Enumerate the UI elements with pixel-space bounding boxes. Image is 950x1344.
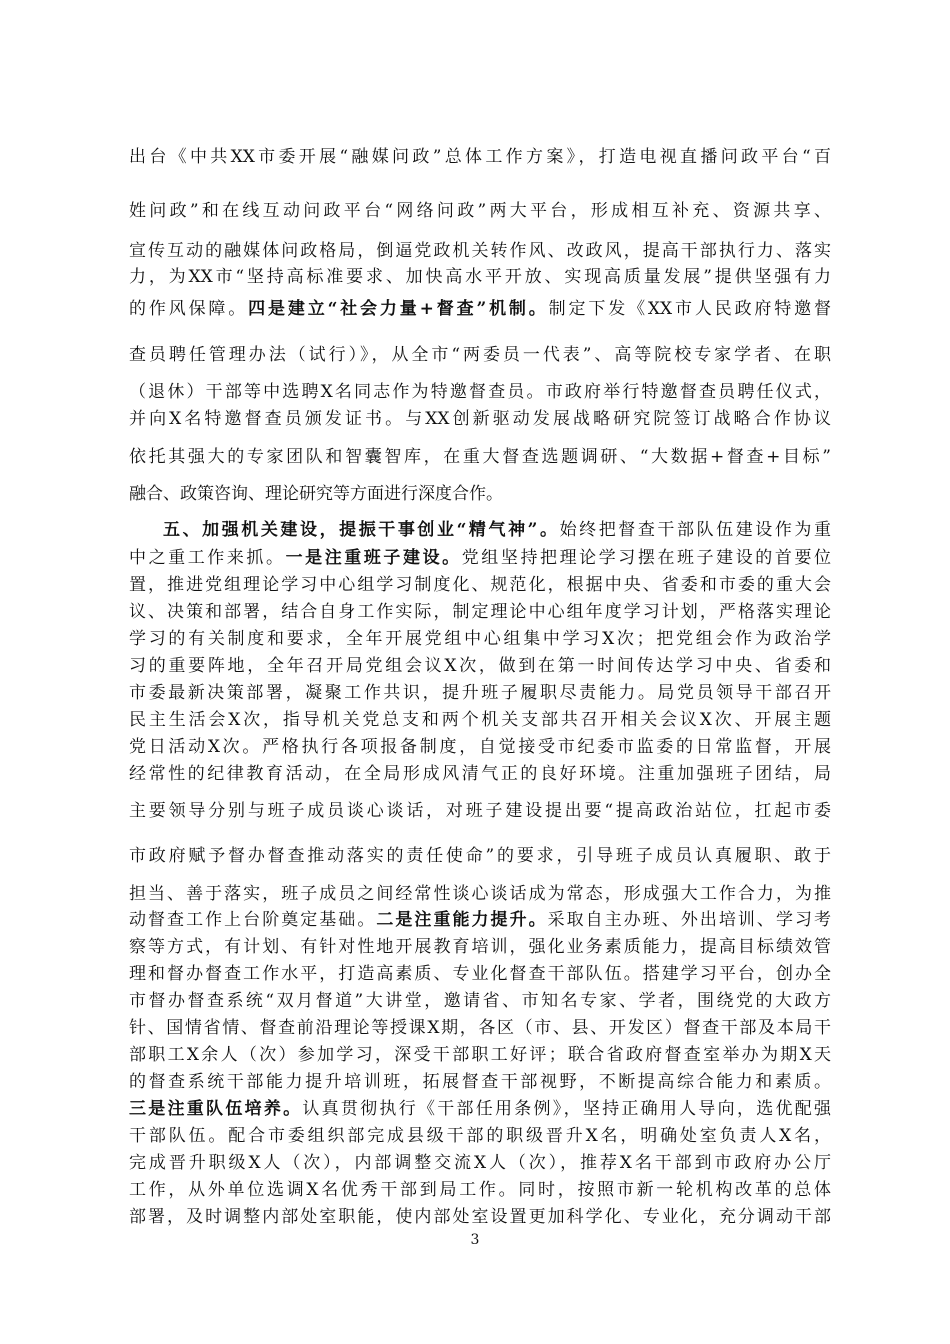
text-line: 姓问政”和在线互动问政平台“网络问政”两大平台，形成相互补充、资源共享、	[129, 201, 831, 221]
bold-heading: 二是注重能力提升。	[376, 910, 548, 930]
text-line: 党日活动X次。严格执行各项报备制度，自觉接受市纪委市监委的日常监督，开展	[129, 737, 831, 757]
text-line: 的督查系统干部能力提升培训班，拓展督查干部视野，不断提高综合能力和素质。	[129, 1072, 831, 1092]
text-line: 并向X名特邀督查员颁发证书。与XX创新驱动发展战略研究院签订战略合作协议	[129, 409, 831, 429]
text-line: 担当、善于落实，班子成员之间经常性谈心谈话成为常态，形成强大工作合力，为推	[129, 884, 831, 904]
text-line: 出台《中共XX市委开展“融媒问政”总体工作方案》，打造电视直播问政平台“百	[129, 147, 831, 167]
bold-heading: 四是建立“社会力量+督查”机制。	[248, 299, 549, 319]
text-line: 完成晋升职级X人（次），内部调整交流X人（次），推荐X名干部到市政府办公厅	[129, 1153, 831, 1173]
bold-heading: 三是注重队伍培养。	[129, 1099, 303, 1119]
text-line: 干部队伍。配合市委组织部完成县级干部的职级晋升X名，明确处室负责人X名，	[129, 1126, 831, 1146]
text-line: 部职工X余人（次）参加学习，深受干部职工好评；联合省政府督查室举办为期X天	[129, 1045, 831, 1065]
text-line: （退休）干部等中选聘X名同志作为特邀督查员。市政府举行特邀督查员聘任仪式，	[129, 382, 831, 402]
text-line: 理和督办督查工作水平，打造高素质、专业化督查干部队伍。搭建学习平台，创办全	[129, 964, 831, 984]
text-line: 察等方式，有计划、有针对性地开展教育培训，强化业务素质能力，提高目标绩效管	[129, 937, 831, 957]
text-line: 融合、政策咨询、理论研究等方面进行深度合作。	[129, 484, 503, 504]
text-line: 市督办督查系统“双月督道”大讲堂，邀请省、市知名专家、学者，围绕党的大政方	[129, 991, 831, 1011]
text-line: 主要领导分别与班子成员谈心谈话，对班子建设提出要“提高政治站位，扛起市委	[129, 801, 831, 821]
text-line: 学习的有关制度和要求，全年开展党组中心组集中学习X次；把党组会作为政治学	[129, 629, 831, 649]
text-line: 动督查工作上台阶奠定基础。二是注重能力提升。采取自主办班、外出培训、学习考	[129, 910, 831, 930]
text-line: 针、国情省情、督查前沿理论等授课X期，各区（市、县、开发区）督查干部及本局干	[129, 1018, 831, 1038]
section-heading: 五、加强机关建设，提振干事创业“精气神”。	[163, 520, 560, 540]
text-line: 力，为XX市“坚持高标准要求、加快高水平开放、实现高质量发展”提供坚强有力	[129, 267, 831, 287]
text-line: 经常性的纪律教育活动，在全局形成风清气正的良好环境。注重加强班子团结，局	[129, 764, 831, 784]
bold-heading: 一是注重班子建设。	[285, 548, 462, 568]
text-line: 民主生活会X次，指导机关党总支和两个机关支部共召开相关会议X次、开展主题	[129, 710, 831, 730]
page-number: 3	[470, 1232, 480, 1248]
text-line: 依托其强大的专家团队和智囊智库，在重大督查选题调研、“大数据+督查+目标”	[129, 447, 831, 467]
text-line: 中之重工作来抓。一是注重班子建设。党组坚持把理论学习摆在班子建设的首要位	[129, 548, 831, 568]
section-heading-line: 五、加强机关建设，提振干事创业“精气神”。始终把督查干部队伍建设作为重	[163, 520, 831, 540]
text-line: 工作，从外单位选调X名优秀干部到局工作。同时，按照市新一轮机构改革的总体	[129, 1180, 831, 1200]
text-line: 置，推进党组理论学习中心组学习制度化、规范化，根据中央、省委和市委的重大会	[129, 575, 831, 595]
text-line: 市政府赋予督办督查推动落实的责任使命”的要求，引导班子成员认真履职、敢于	[129, 846, 831, 866]
text-line: 习的重要阵地，全年召开局党组会议X次，做到在第一时间传达学习中央、省委和	[129, 656, 831, 676]
text-line: 市委最新决策部署，凝聚工作共识，提升班子履职尽责能力。局党员领导干部召开	[129, 683, 831, 703]
text-line: 三是注重队伍培养。认真贯彻执行《干部任用条例》，坚持正确用人导向，选优配强	[129, 1099, 831, 1119]
text-line: 查员聘任管理办法（试行）》，从全市“两委员一代表”、高等院校专家学者、在职	[129, 345, 831, 365]
text-line: 部署，及时调整内部处室职能，使内部处室设置更加科学化、专业化，充分调动干部	[129, 1207, 831, 1227]
text-line: 宣传互动的融媒体问政格局，倒逼党政机关转作风、改政风，提高干部执行力、落实	[129, 241, 831, 261]
text-line: 议、决策和部署，结合自身工作实际，制定理论中心组年度学习计划，严格落实理论	[129, 602, 831, 622]
text-line: 的作风保障。四是建立“社会力量+督查”机制。制定下发《XX市人民政府特邀督	[129, 299, 831, 319]
